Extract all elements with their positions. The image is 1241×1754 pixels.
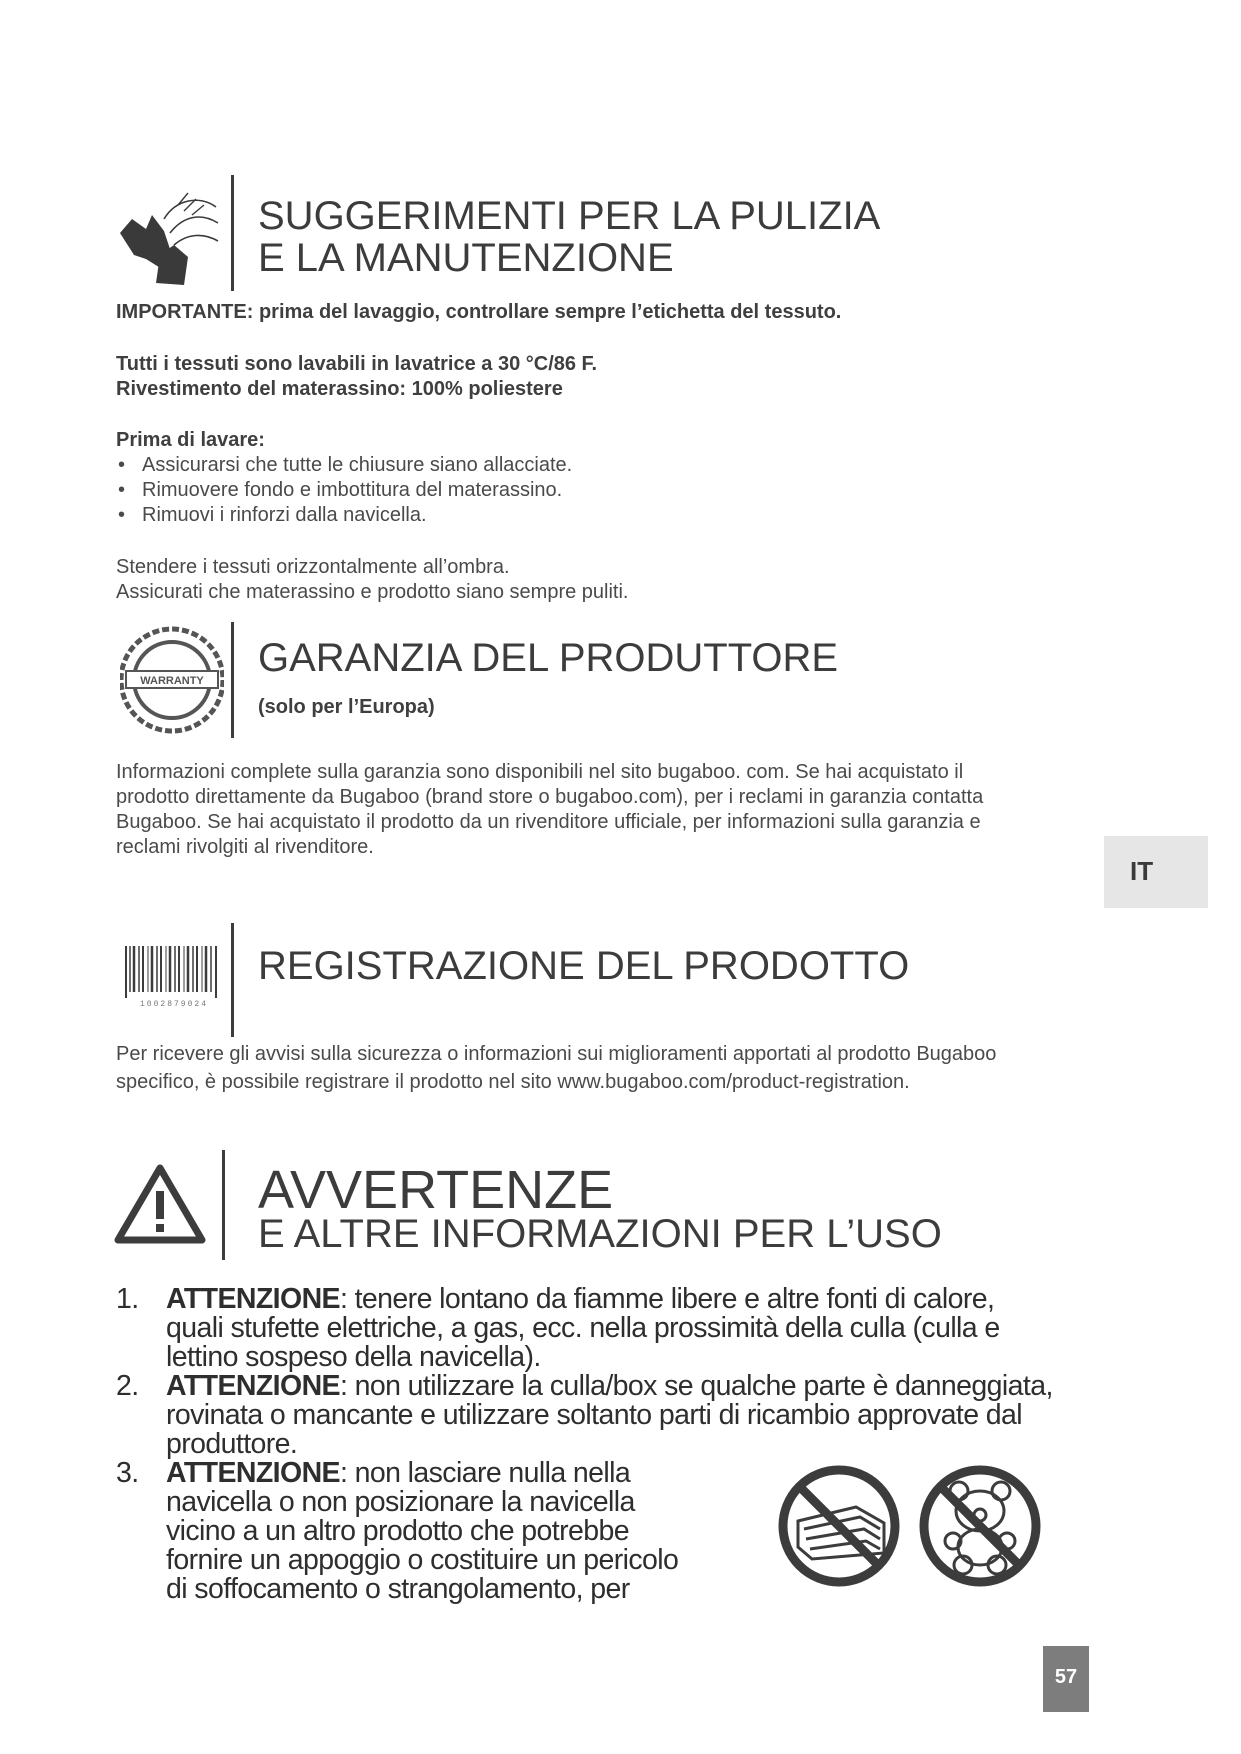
hand-washing-icon — [112, 185, 222, 295]
language-tab: IT — [1104, 836, 1208, 908]
registration-body: Per ricevere gli avvisi sulla sicurezza o informazioni sui miglioramenti apportati al prodotto Bugaboo specifico, è possibile registrare il prodotto nel sito www.bugaboo.com/product-registration. — [116, 1043, 997, 1093]
cleaning-title-line2: E LA MANUTENZIONE — [258, 236, 674, 280]
warnings-title-line2: E ALTRE INFORMAZIONI PER L’USO — [258, 1212, 942, 1256]
section-divider — [231, 175, 234, 291]
warranty-seal-icon — [120, 622, 224, 738]
list-item: • Assicurarsi che tutte le chiusure siano allacciate. — [116, 453, 572, 478]
warning-triangle-icon — [114, 1163, 206, 1245]
barcode-digits: 1002879024 — [139, 1000, 209, 1009]
washable-note: Tutti i tessuti sono lavabili in lavatrice a 30 °C/86 F. — [116, 353, 598, 375]
list-item: 3. ATTENZIONE: non lasciare nulla nella navicella o non posizionare la navicella vicino a un altro prodotto che potrebbe fornire un appoggio o costituire un pericolo di soffocamento o strangolamento, per — [116, 1457, 679, 1605]
section-divider — [231, 923, 234, 1037]
cleaning-title-line1: SUGGERIMENTI PER LA PULIZIA — [258, 194, 881, 238]
warranty-seal-label: WARRANTY — [140, 675, 204, 687]
warnings-title-line1: AVVERTENZE — [258, 1160, 614, 1220]
no-blankets-icon — [776, 1463, 902, 1589]
list-item: 2. ATTENZIONE: non utilizzare la culla/box se qualche parte è danneggiata, rovinata o mancante e utilizzare soltanto parti di ricambio approvate dal produttore. — [116, 1370, 1053, 1460]
important-note: IMPORTANTE: prima del lavaggio, controllare sempre l’etichetta del tessuto. — [116, 301, 842, 323]
warranty-body: Informazioni complete sulla garanzia sono disponibili nel sito bugaboo. com. Se hai acquistato il prodotto direttamente da Bugaboo (brand store o bugaboo.com), per i reclami in garanzia contatta Bugaboo. Se hai acquistato il prodotto da un rivenditore ufficiale, per informazioni sulla garanzia e reclami rivolgiti al rivenditore. — [116, 761, 984, 858]
page-number: 57 — [1043, 1646, 1089, 1712]
list-item: 1. ATTENZIONE: tenere lontano da fiamme libere e altre fonti di calore, quali stufette elettriche, a gas, ecc. nella prossimità della culla (culla e lettino sospeso della navicella). — [116, 1283, 1000, 1373]
list-item: • Rimuovi i rinforzi dalla navicella. — [116, 503, 572, 528]
clean-note: Assicurati che materassino e prodotto siano sempre puliti. — [116, 581, 629, 603]
section-divider — [222, 1150, 225, 1260]
before-wash-heading: Prima di lavare: — [116, 429, 265, 451]
dry-note: Stendere i tessuti orizzontalmente all’ombra. — [116, 556, 510, 578]
section-divider — [231, 622, 234, 738]
no-toys-icon — [917, 1463, 1043, 1589]
registration-title: REGISTRAZIONE DEL PRODOTTO — [258, 944, 910, 988]
list-item: • Rimuovere fondo e imbottitura del materassino. — [116, 478, 572, 503]
barcode-icon — [122, 946, 226, 1012]
warranty-subtitle: (solo per l’Europa) — [258, 696, 435, 718]
mattress-cover-note: Rivestimento del materassino: 100% poliestere — [116, 378, 563, 400]
warranty-title: GARANZIA DEL PRODUTTORE — [258, 636, 839, 680]
before-wash-list — [116, 453, 572, 528]
warnings-list — [116, 1285, 1053, 1604]
